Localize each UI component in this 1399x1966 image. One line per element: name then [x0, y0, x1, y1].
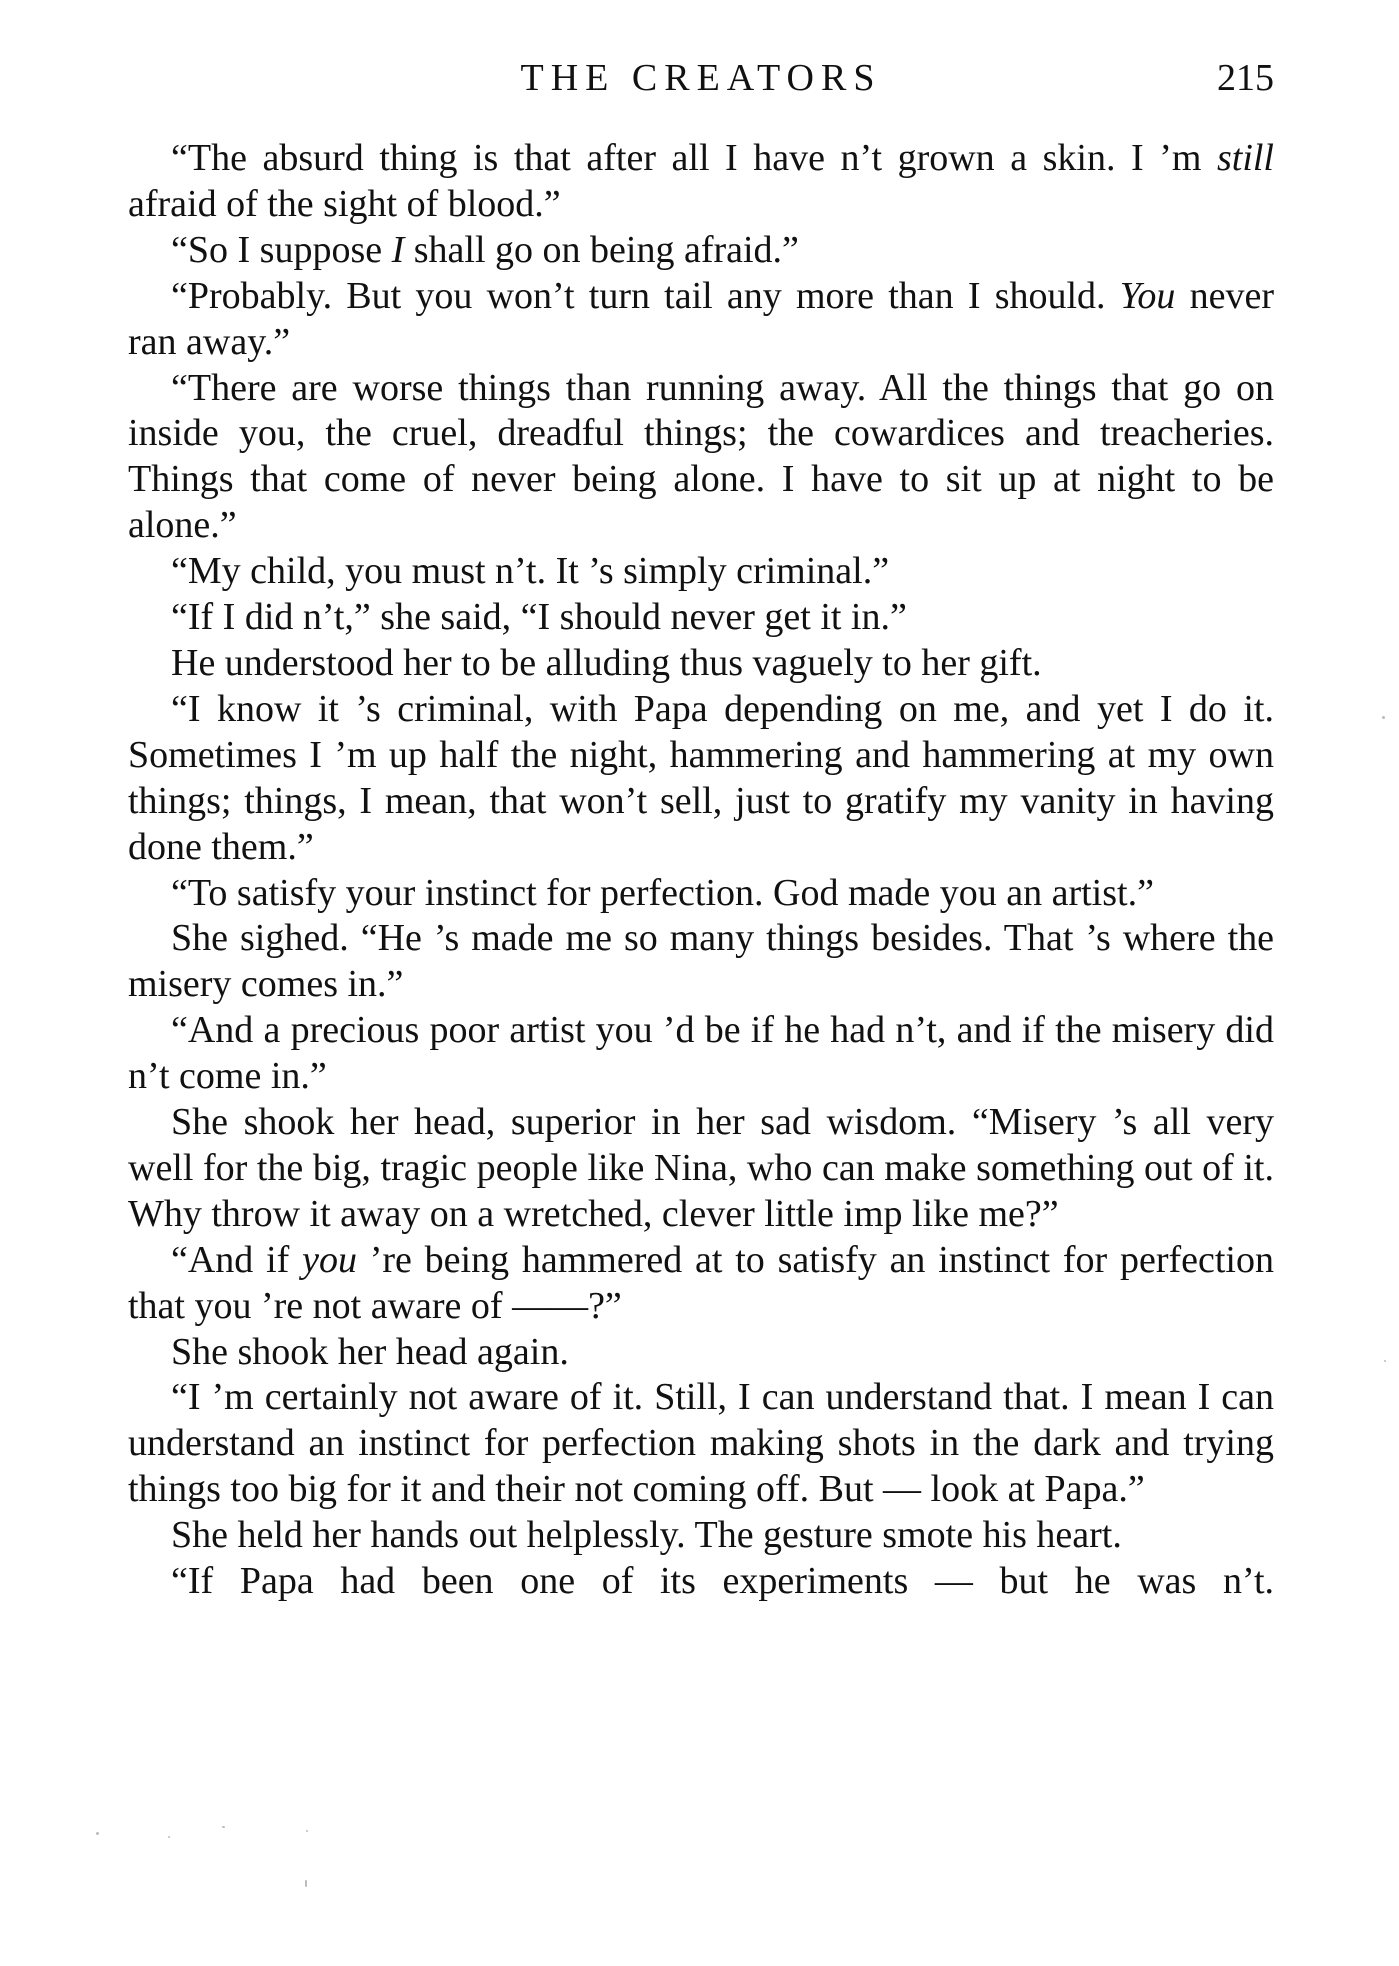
italic-run: You	[1119, 274, 1176, 317]
text-run: “If I did n’t,” she said, “I should never get it in.”	[171, 596, 907, 639]
running-head	[128, 52, 1274, 104]
text-run: “The absurd thing is that after all I have n’t grown a skin. I ’m	[171, 137, 1217, 179]
text-run: shall go on being afraid.”	[404, 228, 799, 271]
paragraph	[128, 1100, 1274, 1238]
text-run: She shook her head again.	[171, 1330, 569, 1373]
text-run: ’re being hammered at to satisfy an instinct for perfection that you ’re not aware of ——?”	[128, 1238, 1274, 1327]
text-run: “My child, you must n’t. It ’s simply criminal.”	[171, 550, 890, 593]
text-run: He understood her to be alluding thus vaguely to her gift.	[171, 641, 1042, 684]
paper-speck	[306, 1830, 308, 1832]
paragraph	[128, 1513, 1274, 1559]
running-title: THE CREATORS	[520, 57, 882, 99]
italic-run: I	[391, 228, 405, 271]
paragraph	[128, 1008, 1274, 1100]
text-run: She sighed. “He ’s made me so many things besides. That ’s where the misery comes in.”	[128, 917, 1274, 1006]
text-run: “I ’m certainly not aware of it. Still, I can understand that. I mean I can understand an instinct for perfection making shots in the dark and trying things too big for it and their not coming off. But — look at Papa.”	[128, 1376, 1274, 1511]
paragraph	[128, 1375, 1274, 1513]
page-number: 215	[1217, 57, 1274, 99]
paper-speck	[96, 1832, 99, 1835]
body-text	[128, 136, 1274, 1605]
paper-speck	[168, 1836, 170, 1838]
text-run: “Probably. But you won’t turn tail any more than I should.	[171, 274, 1120, 317]
paragraph	[128, 549, 1274, 595]
paper-speck	[1384, 1360, 1386, 1362]
italic-run: still	[1216, 137, 1274, 179]
paragraph	[128, 641, 1274, 687]
paragraph	[128, 916, 1274, 1008]
paper-speck	[305, 1880, 307, 1887]
text-run: “I know it ’s criminal, with Papa depending on me, and yet I do it. Sometimes I ’m up half the night, hammering and hammering at my own things; things, I mean, that won’t sell, just to gratify my vanity in having done them.”	[128, 687, 1274, 868]
text-run: “To satisfy your instinct for perfection. God made you an artist.”	[171, 871, 1154, 914]
paragraph	[128, 1330, 1274, 1376]
paragraph	[128, 274, 1274, 366]
paragraph	[128, 136, 1274, 228]
text-run: “If Papa had been one of its experiments — but he was n’t.	[171, 1560, 1274, 1603]
paragraph	[128, 595, 1274, 641]
paragraph	[128, 366, 1274, 550]
text-run: She shook her head, superior in her sad wisdom. “Misery ’s all very well for the big, tragic people like Nina, who can make something out of it. Why throw it away on a wretched, clever little imp like me?”	[128, 1101, 1274, 1235]
text-run: “And a precious poor artist you ’d be if he had n’t, and if the misery did n’t come in.”	[128, 1009, 1274, 1098]
paragraph	[128, 1559, 1274, 1605]
text-run: “There are worse things than running away. All the things that go on inside you, the cruel, dreadful things; the cowardices and treacheries. Things that come of never being alone. I have to sit up at night to be alone.”	[128, 366, 1274, 547]
paragraph	[128, 1238, 1274, 1330]
text-run: never ran away.”	[128, 274, 1274, 363]
paragraph	[128, 687, 1274, 871]
paragraph	[128, 228, 1274, 274]
text-run: “And if	[171, 1238, 303, 1281]
italic-run: you	[302, 1238, 357, 1281]
paper-speck	[1382, 716, 1385, 719]
paragraph	[128, 871, 1274, 917]
paper-speck	[222, 1826, 225, 1828]
text-run: afraid of the sight of blood.”	[128, 182, 561, 225]
text-run: “So I suppose	[171, 228, 392, 271]
text-run: She held her hands out helplessly. The gesture smote his heart.	[171, 1514, 1122, 1557]
